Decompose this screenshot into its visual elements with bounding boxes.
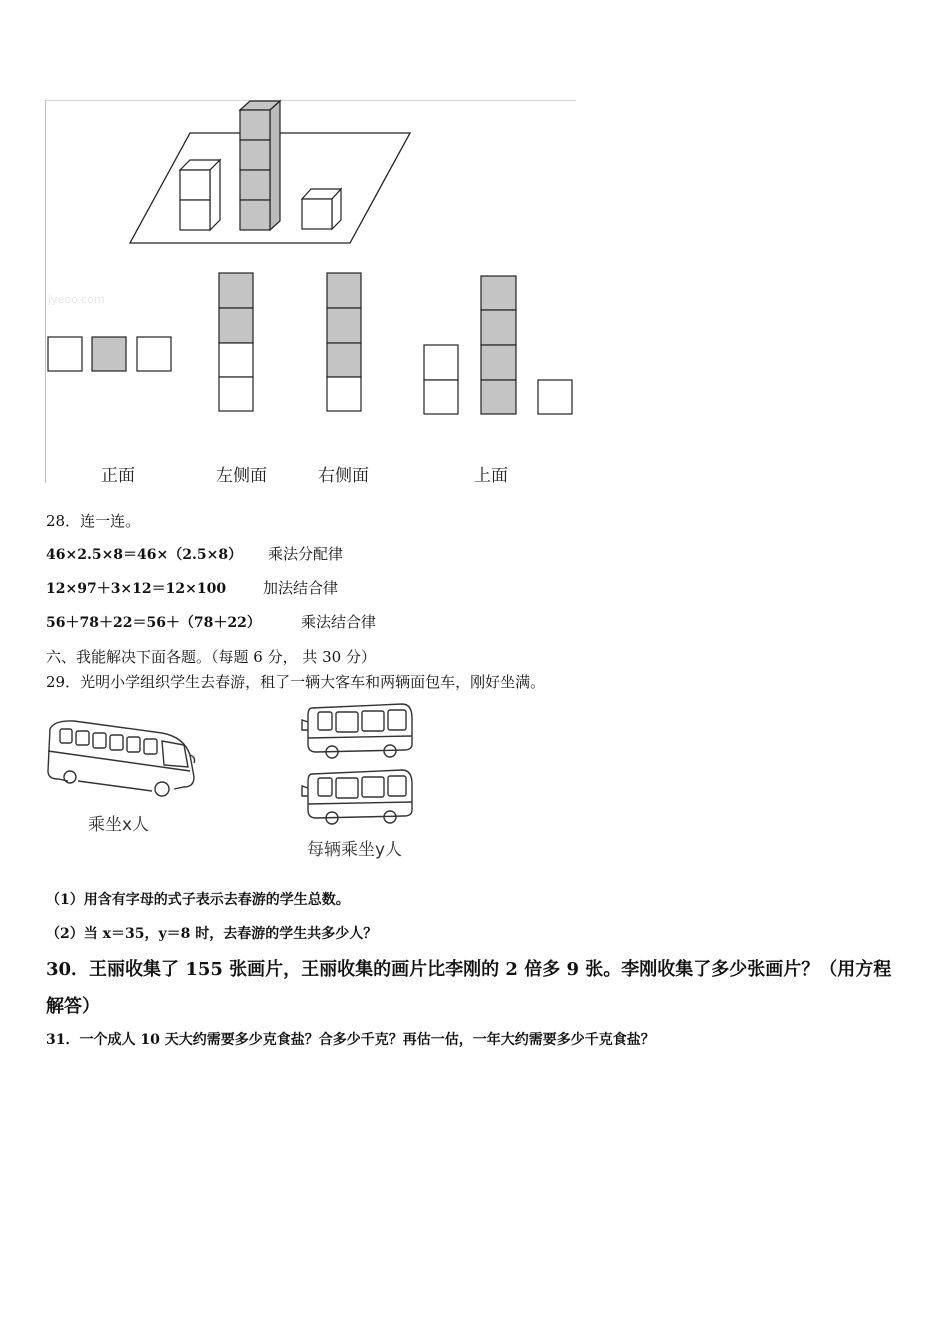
q29-title: 29．光明小学组织学生去春游，租了一辆大客车和两辆面包车，刚好坐满。 [46,673,546,691]
van-illustrations [298,700,418,830]
cube-views-drawing [0,0,950,500]
q28-law-1: 乘法分配律 [268,545,344,563]
q30-line-2: 解答） [46,996,100,1017]
label-front-view: 正面 [101,466,135,486]
q31-text: 31．一个成人 10 天大约需要多少克食盐？合多少千克？再估一估，一年大约需要多少千克食盐？ [46,1032,655,1048]
q28-law-2: 加法结合律 [263,579,339,597]
q28-title: 28．连一连。 [46,512,141,530]
section-six-heading: 六、我能解决下面各题。（每题 6 分， 共 30 分） [46,648,376,666]
cube-stack-right [302,189,341,229]
q29-sub-1: （1）用含有字母的式子表示去春游的学生总数。 [46,892,350,908]
van-lower [302,770,412,824]
van-upper [302,704,412,758]
q28-expr-2: 12×97＋3×12＝12×100 [46,581,227,597]
q30-line-1: 30．王丽收集了 155 张画片，王丽收集的画片比李刚的 2 倍多 9 张。李刚收集了多少张画片？（用方程 [46,959,892,980]
q29-sub-2: （2）当 x＝35，y＝8 时，去春游的学生共多少人？ [46,926,378,942]
q28-expr-3: 56＋78＋22＝56＋（78＋22） [46,615,261,631]
label-left-side-view: 左侧面 [216,466,267,486]
view-right-side [327,273,361,411]
view-front [48,337,171,371]
big-bus-illustration [44,715,204,805]
cube-stack-middle [240,101,280,230]
view-top [424,276,572,414]
cube-stack-left [180,160,220,230]
watermark-logo: jyeoo.com [48,293,105,306]
q28-law-3: 乘法结合律 [301,613,377,631]
bus-caption: 乘坐x人 [88,815,150,835]
q28-expr-1: 46×2.5×8＝46×（2.5×8） [46,547,243,563]
view-left-side [219,273,253,411]
label-right-side-view: 右侧面 [318,466,369,486]
van-caption: 每辆乘坐y人 [307,840,403,860]
label-top-view: 上面 [474,466,508,486]
